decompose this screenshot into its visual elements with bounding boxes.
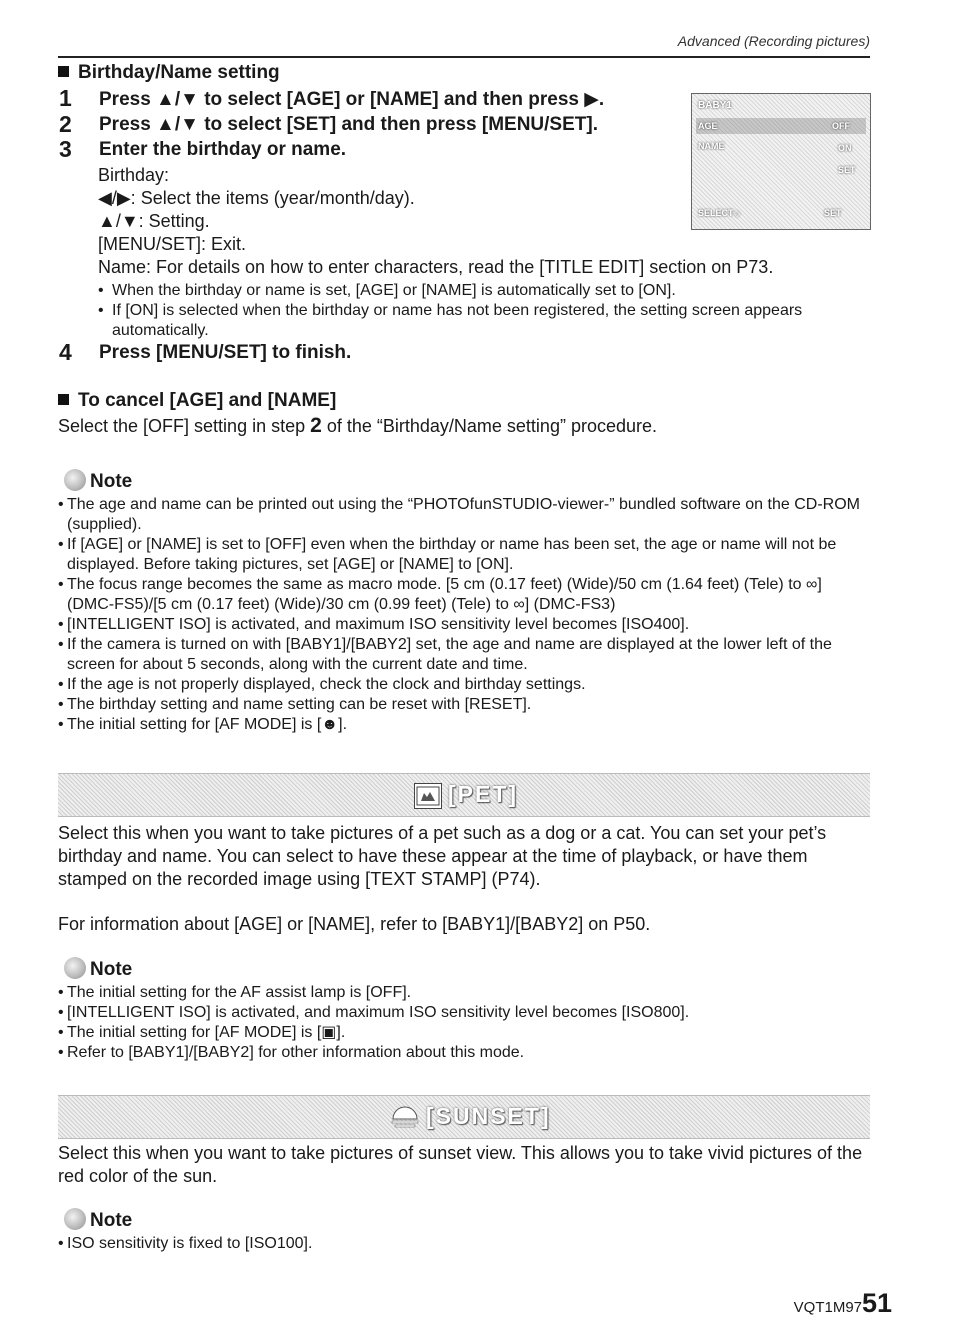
square-bullet-icon (58, 66, 69, 77)
screen-row: NAME (698, 141, 725, 151)
cancel-step-ref: 2 (310, 414, 322, 437)
note-item: • [INTELLIGENT ISO] is activated, and maximum ISO sensitivity level becomes [ISO400]. (58, 615, 868, 635)
note-3-list (58, 1234, 868, 1254)
note-icon (64, 469, 86, 491)
page-number: 51 (861, 1288, 892, 1318)
pet-mode-icon (414, 783, 442, 809)
note-2-list (58, 983, 868, 1063)
note-3-heading (64, 1208, 132, 1232)
detail-line: Birthday: (98, 165, 170, 185)
step-1 (59, 85, 605, 111)
detail-line: [MENU/SET]: Exit. (98, 234, 247, 254)
birthday-name-title: Birthday/Name setting (78, 62, 280, 83)
birthday-name-heading (58, 62, 280, 84)
model-code: VQT1M97 (793, 1299, 862, 1316)
note-item: • The initial setting for [AF MODE] is [☻]. (58, 715, 868, 735)
step-number: 4 (59, 339, 72, 365)
step-number: 3 (59, 136, 72, 162)
screen-title: BABY1 (698, 100, 732, 111)
screen-option: OFF (832, 121, 850, 131)
pet-banner (58, 773, 870, 817)
bullet-item: • If [ON] is selected when the birthday or name has not been registered, the setting screen appears automatically. (98, 301, 866, 341)
note-item: • Refer to [BABY1]/[BABY2] for other information about this mode. (58, 1043, 868, 1063)
detail-line: ◀/▶: Select the items (year/month/day). (98, 188, 415, 208)
step-text: Enter the birthday or name. (99, 139, 347, 160)
screen-option: SET (838, 165, 856, 175)
note-icon (64, 1208, 86, 1230)
note-1-heading (64, 469, 132, 493)
note-item: • If the camera is turned on with [BABY1]/[BABY2] set, the age and name are displayed at the lower left of the screen for about 5 seconds, along with the current date and time. (58, 635, 868, 675)
note-item: • [INTELLIGENT ISO] is activated, and maximum ISO sensitivity level becomes [ISO800]. (58, 1003, 868, 1023)
note-title: Note (90, 959, 133, 980)
screen-option: ON (838, 143, 852, 153)
note-title: Note (90, 1210, 133, 1231)
screen-select-hint: SELECT◇ (698, 208, 741, 218)
note-item: • ISO sensitivity is fixed to [ISO100]. (58, 1234, 868, 1254)
square-bullet-icon (58, 394, 69, 405)
pet-paragraph: Select this when you want to take pictures of a pet such as a dog or a cat. You can set your pet’s birthday and name. You can select to have these appear at the time of playback, or have them stamped on the recorded image using [TEXT STAMP] (P74). (58, 823, 827, 889)
step-text: Press [MENU/SET] to finish. (99, 342, 352, 363)
step-text: Press ▲/▼ to select [SET] and then press [MENU/SET]. (99, 114, 598, 135)
running-header: Advanced (Recording pictures) (677, 33, 870, 49)
note-title: Note (90, 471, 133, 492)
detail-line: Name: For details on how to enter characters, read the [TITLE EDIT] section on P73. (98, 257, 774, 277)
note-2-heading (64, 957, 132, 981)
note-item: • If the age is not properly displayed, check the clock and birthday settings. (58, 675, 868, 695)
bullet-item: • When the birthday or name is set, [AGE] or [NAME] is automatically set to [ON]. (98, 281, 866, 301)
note-item: • If [AGE] or [NAME] is set to [OFF] even when the birthday or name has been set, the age or name will not be displayed. Before taking pictures, set [AGE] or [NAME] to [ON]. (58, 535, 868, 575)
header-rule (58, 56, 870, 58)
screen-set-hint: SET (824, 208, 842, 218)
pet-banner-label: [PET] (448, 781, 519, 807)
sunset-banner-label: [SUNSET] (426, 1103, 551, 1129)
camera-screen-illustration (691, 93, 871, 230)
step-2 (59, 111, 598, 137)
note-item: • The birthday setting and name setting can be reset with [RESET]. (58, 695, 868, 715)
sunset-banner (58, 1095, 870, 1139)
cancel-text (58, 414, 870, 438)
pet-info: For information about [AGE] or [NAME], refer to [BABY1]/[BABY2] on P50. (58, 914, 651, 934)
step-3 (59, 136, 347, 162)
cancel-title: To cancel [AGE] and [NAME] (78, 390, 337, 411)
sunset-paragraph: Select this when you want to take pictures of sunset view. This allows you to take vivid pictures of the red color of the sun. (58, 1143, 863, 1186)
cancel-text-before: Select the [OFF] setting in step (58, 416, 306, 436)
detail-line: ▲/▼: Setting. (98, 211, 210, 231)
note-item: • The initial setting for [AF MODE] is [▣]. (58, 1023, 868, 1043)
note-item: • The initial setting for the AF assist lamp is [OFF]. (58, 983, 868, 1003)
note-icon (64, 957, 86, 979)
note-item: • The focus range becomes the same as macro mode. [5 cm (0.17 feet) (Wide)/50 cm (1.64 feet) (Tele) to ∞] (DMC-FS5)/[5 cm (0.17 feet) (Wide)/30 cm (0.99 feet) (Tele) to ∞] (DMC-FS3) (58, 575, 868, 615)
cancel-text-after: of the “Birthday/Name setting” procedure. (326, 416, 658, 436)
step-text: Press ▲/▼ to select [AGE] or [NAME] and then press ▶. (99, 89, 605, 110)
step-number: 1 (59, 85, 72, 111)
note-1-list (58, 495, 868, 735)
step-4 (59, 339, 352, 365)
cancel-heading (58, 390, 336, 412)
step-3-bullets (98, 281, 866, 341)
step-number: 2 (59, 111, 72, 137)
screen-row: AGE (698, 121, 718, 131)
note-item: • The age and name can be printed out using the “PHOTOfunSTUDIO-viewer-” bundled software on the CD-ROM (supplied). (58, 495, 868, 535)
sunset-mode-icon (390, 1105, 416, 1129)
